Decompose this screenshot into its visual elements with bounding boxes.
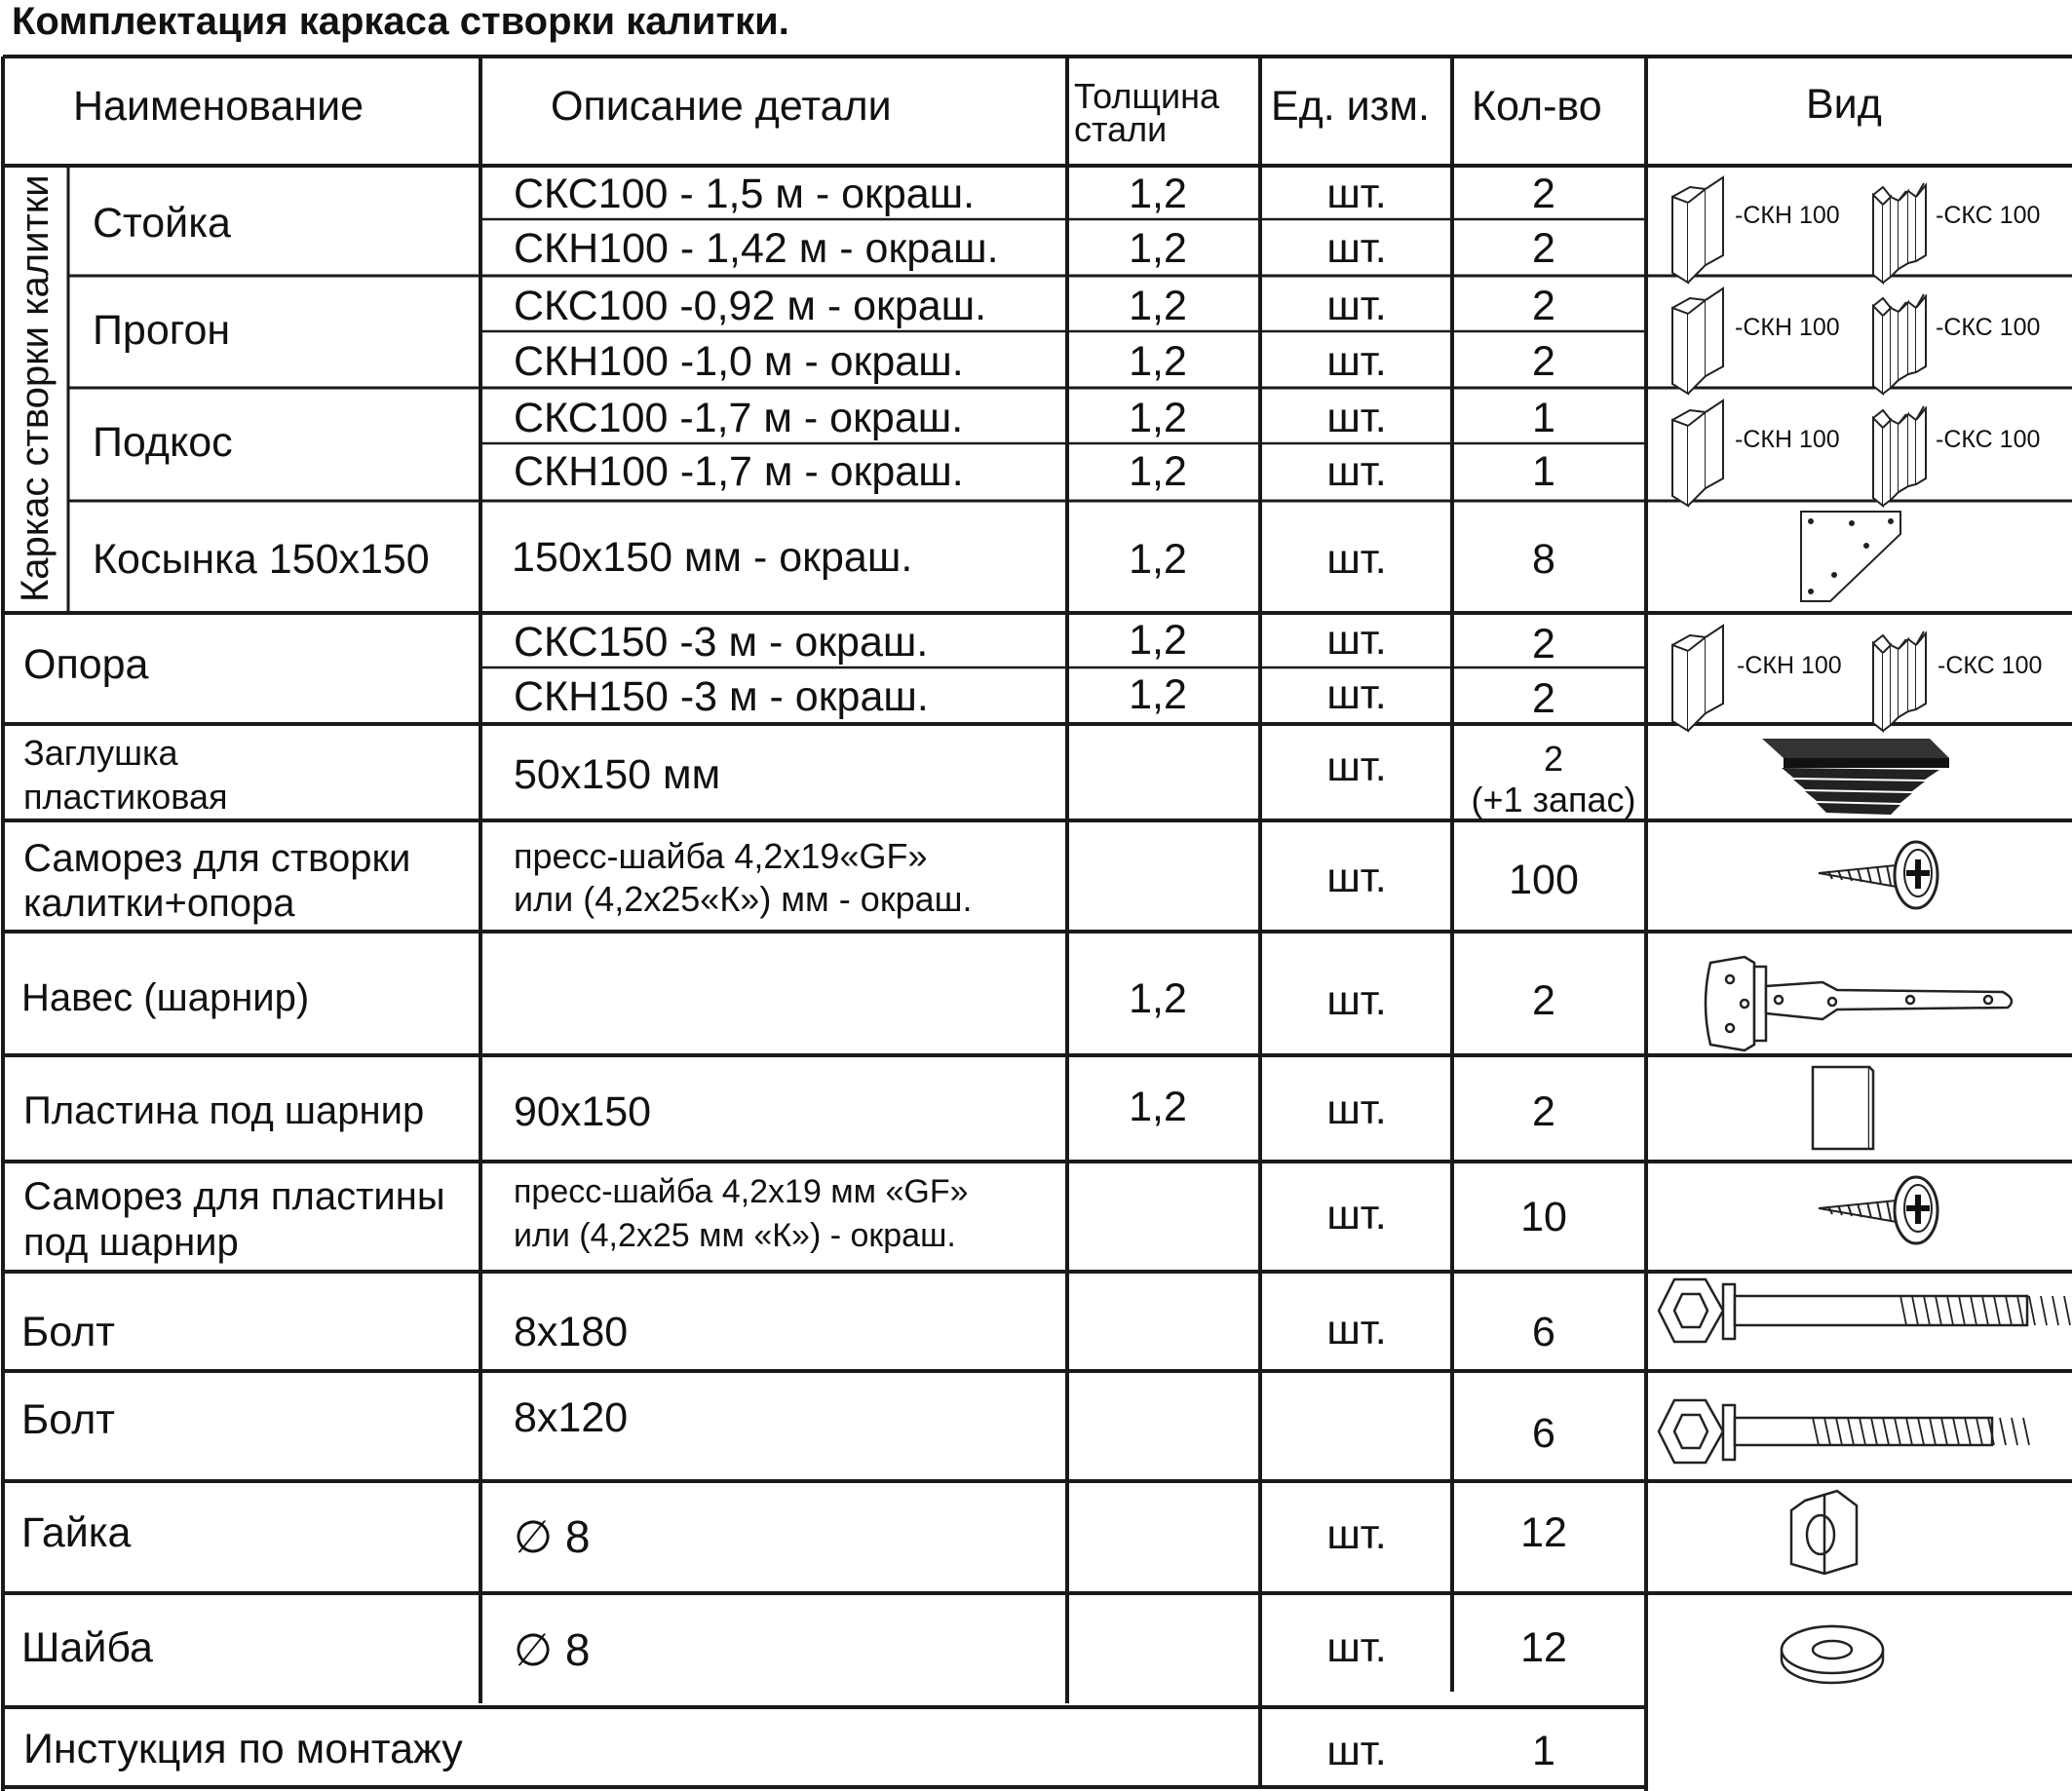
row-samorez2-desc-2: или (4,2х25 мм «К») - окраш. (514, 1217, 956, 1254)
row-opora-a-thick: 1,2 (1129, 617, 1187, 664)
row-samorez1-desc-1: пресс-шайба 4,2х19«GF» (514, 836, 928, 876)
row-opora-b-thick: 1,2 (1129, 671, 1187, 718)
row-podkos-name: Подкос (93, 419, 233, 466)
row-naves-qty: 2 (1532, 977, 1555, 1024)
row-bolt1-unit: шт. (1326, 1307, 1387, 1353)
label-sks-1: -СКС 100 (1936, 202, 2041, 229)
row-podkos-a-thick: 1,2 (1129, 395, 1187, 441)
row-podkos-b-qty: 1 (1532, 448, 1555, 495)
row-plastina-qty: 2 (1532, 1088, 1555, 1135)
row-opora-a-unit: шт. (1326, 617, 1387, 664)
row-podkos-b-unit: шт. (1326, 448, 1387, 495)
plate-icon (1813, 1067, 1873, 1149)
label-skn-2: -СКН 100 (1735, 314, 1840, 341)
row-progon-name: Прогон (93, 307, 231, 354)
row-progon-b-thick: 1,2 (1129, 338, 1187, 385)
row-progon-b-unit: шт. (1326, 338, 1387, 385)
row-stoyka-a-desc: СКС100 - 1,5 м - окраш. (514, 171, 976, 217)
row-progon-a-desc: СКС100 -0,92 м - окраш. (514, 283, 987, 329)
label-sks-2: -СКС 100 (1936, 314, 2041, 341)
row-samorez1-name-2: калитки+опора (23, 882, 295, 925)
bolt-icon-180 (1659, 1279, 2072, 1342)
label-sks-4: -СКС 100 (1938, 652, 2043, 679)
label-skn-3: -СКН 100 (1735, 426, 1840, 453)
header-view: Вид (1806, 81, 1882, 128)
row-stoyka-b-desc: СКН100 - 1,42 м - окраш. (514, 225, 999, 272)
row-podkos-a-qty: 1 (1532, 395, 1555, 441)
row-bolt2-qty: 6 (1532, 1410, 1555, 1457)
row-gayka-unit: шт. (1326, 1511, 1387, 1558)
row-stoyka-b-qty: 2 (1532, 225, 1555, 272)
row-naves-thick: 1,2 (1129, 975, 1187, 1022)
row-opora-b-desc: СКН150 -3 м - окраш. (514, 673, 929, 720)
row-samorez2-qty: 10 (1520, 1194, 1567, 1240)
row-shayba-qty: 12 (1520, 1624, 1567, 1671)
row-stoyka-name: Стойка (93, 200, 231, 247)
row-zaglushka-qty-1: 2 (1543, 739, 1564, 779)
row-zaglushka-desc: 50х150 мм (514, 751, 721, 798)
row-progon-b-desc: СКН100 -1,0 м - окраш. (514, 338, 964, 385)
screw-icon-2 (1819, 1177, 1938, 1243)
row-progon-a-qty: 2 (1532, 283, 1555, 329)
row-kosynka-name: Косынка 150х150 (93, 536, 430, 583)
row-bolt2-name: Болт (21, 1396, 115, 1443)
row-samorez1-desc-2: или (4,2х25«К») мм - окраш. (514, 879, 973, 919)
row-samorez2-desc-1: пресс-шайба 4,2х19 мм «GF» (514, 1173, 969, 1210)
row-naves-unit: шт. (1326, 977, 1387, 1024)
row-progon-b-qty: 2 (1532, 338, 1555, 385)
row-zaglushka-unit: шт. (1326, 743, 1387, 790)
row-stoyka-a-thick: 1,2 (1129, 171, 1187, 217)
row-instr-unit: шт. (1326, 1728, 1387, 1774)
row-opora-a-qty: 2 (1532, 621, 1555, 667)
row-opora-b-qty: 2 (1532, 675, 1555, 722)
row-zaglushka-qty-2: (+1 запас) (1471, 780, 1636, 819)
plug-icon (1762, 739, 1949, 815)
group-label: Каркас створки калитки (14, 174, 57, 602)
row-bolt2-desc: 8х120 (514, 1394, 629, 1441)
row-bolt1-desc: 8х180 (514, 1309, 629, 1355)
row-opora-b-unit: шт. (1326, 671, 1387, 718)
label-sks-3: -СКС 100 (1936, 426, 2041, 453)
row-shayba-name: Шайба (21, 1624, 153, 1671)
row-samorez1-qty: 100 (1509, 857, 1579, 903)
page-title: Комплектация каркаса створки калитки. (12, 0, 789, 43)
row-opora-a-desc: СКС150 -3 м - окраш. (514, 619, 929, 666)
row-samorez1-unit: шт. (1326, 855, 1387, 901)
row-podkos-b-desc: СКН100 -1,7 м - окраш. (514, 448, 964, 495)
row-kosynka-qty: 8 (1532, 536, 1555, 583)
row-instr-qty: 1 (1532, 1728, 1555, 1774)
row-kosynka-desc: 150х150 мм - окраш. (512, 534, 913, 581)
row-shayba-desc: ∅ 8 (514, 1624, 591, 1675)
nut-icon (1791, 1491, 1857, 1574)
header-qty: Кол-во (1472, 83, 1602, 130)
hinge-icon (1706, 957, 2012, 1050)
row-bolt1-qty: 6 (1532, 1309, 1555, 1355)
row-podkos-a-desc: СКС100 -1,7 м - окраш. (514, 395, 964, 441)
row-plastina-unit: шт. (1326, 1086, 1387, 1133)
row-zaglushka-name-1: Заглушка (23, 733, 178, 773)
row-instr-name: Инстукция по монтажу (23, 1726, 463, 1772)
row-kosynka-unit: шт. (1326, 536, 1387, 583)
row-samorez2-name-1: Саморез для пластины (23, 1175, 445, 1218)
row-gayka-name: Гайка (21, 1509, 132, 1556)
row-plastina-desc: 90х150 (514, 1088, 652, 1135)
row-opora-name: Опора (23, 641, 149, 688)
row-progon-a-thick: 1,2 (1129, 283, 1187, 329)
gusset-icon (1801, 512, 1900, 601)
row-podkos-b-thick: 1,2 (1129, 448, 1187, 495)
row-samorez2-name-2: под шарнир (23, 1221, 239, 1264)
header-unit: Ед. изм. (1271, 83, 1430, 130)
row-samorez1-name-1: Саморез для створки (23, 837, 411, 880)
row-zaglushka-name-2: пластиковая (23, 777, 228, 817)
row-plastina-name: Пластина под шарнир (23, 1089, 425, 1132)
row-shayba-unit: шт. (1326, 1624, 1387, 1671)
row-podkos-a-unit: шт. (1326, 395, 1387, 441)
row-stoyka-b-thick: 1,2 (1129, 225, 1187, 272)
label-skn-4: -СКН 100 (1737, 652, 1842, 679)
header-name: Наименование (73, 83, 365, 130)
row-stoyka-b-unit: шт. (1326, 225, 1387, 272)
row-progon-a-unit: шт. (1326, 283, 1387, 329)
row-kosynka-thick: 1,2 (1129, 536, 1187, 583)
profile-icons (1672, 177, 1926, 731)
row-plastina-thick: 1,2 (1129, 1084, 1187, 1130)
header-description: Описание детали (551, 83, 892, 130)
washer-icon (1782, 1626, 1883, 1683)
row-bolt1-name: Болт (21, 1309, 115, 1355)
row-gayka-qty: 12 (1520, 1509, 1567, 1556)
row-samorez2-unit: шт. (1326, 1192, 1387, 1238)
header-thickness: Толщина стали (1074, 76, 1220, 150)
row-stoyka-a-qty: 2 (1532, 171, 1555, 217)
row-gayka-desc: ∅ 8 (514, 1511, 591, 1562)
row-naves-name: Навес (шарнир) (21, 976, 310, 1019)
label-skn-1: -СКН 100 (1735, 202, 1840, 229)
screw-icon-1 (1819, 842, 1938, 908)
row-stoyka-a-unit: шт. (1326, 171, 1387, 217)
bolt-icon-120 (1659, 1400, 2029, 1463)
